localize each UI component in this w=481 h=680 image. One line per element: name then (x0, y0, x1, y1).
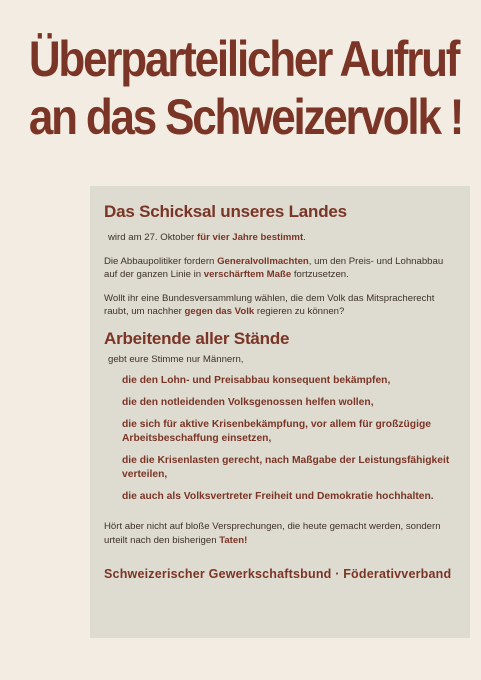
paragraph-bundesversammlung (104, 292, 458, 319)
headline-line-2: an das Schweizervolk ! (28, 89, 463, 145)
list-item: die die Krisenlasten gerecht, nach Maßgabe der Leistungsfähigkeit verteilen, (122, 455, 450, 480)
text-span: wird am 27. Oktober (108, 232, 198, 243)
text-span: Hört aber nicht auf bloße Versprechungen, die heute gemacht werden, sondern urteilt nach den bisherigen (104, 521, 441, 546)
text-span: . (303, 232, 306, 243)
publisher-footer: Schweizerischer Gewerkschaftsbund · Föderativverband (104, 567, 452, 581)
text-span: regieren zu können? (254, 306, 345, 317)
poster-headline (0, 30, 481, 146)
text-span: Wollt ihr eine Bundesversammlung wählen, die dem Volk das Mitspracherecht raubt, um nachher (104, 292, 435, 317)
list-item: die sich für aktive Krisenbekämpfung, vor allem für großzügige Arbeitsbeschaffung einsetzen, (122, 419, 431, 444)
paragraph-closing (104, 520, 458, 547)
emphasis-text: für vier Jahre bestimmt (197, 232, 304, 243)
emphasis-text: verschärftem Maße (203, 269, 292, 280)
section-title-schicksal: Das Schicksal unseres Landes (104, 202, 347, 221)
list-item: die den Lohn- und Preisabbau konsequent bekämpfen, (122, 375, 391, 386)
paragraph-abbaupolitiker (104, 255, 458, 282)
text-span: Die Abbaupolitiker fordern (104, 255, 218, 267)
text-span: , um den Preis- und Lohnabbau auf der ganzen Linie in (104, 255, 444, 280)
text-panel (90, 186, 470, 638)
list-item: die auch als Volksvertreter Freiheit und Demokratie hochhalten. (122, 491, 434, 502)
paragraph-date (108, 231, 458, 245)
headline-line-1: Überparteilicher Aufruf (28, 31, 459, 87)
emphasis-text: Generalvollmachten (217, 255, 309, 267)
emphasis-text: gegen das Volk (184, 306, 255, 317)
text-span: fortzusetzen. (291, 269, 349, 280)
emphasis-text: Taten! (219, 534, 248, 546)
section-title-arbeitende: Arbeitende aller Stände (104, 328, 290, 348)
list-item: die den notleidenden Volksgenossen helfen wollen, (122, 397, 374, 408)
paragraph-intro: gebt eure Stimme nur Männern, (108, 353, 244, 365)
